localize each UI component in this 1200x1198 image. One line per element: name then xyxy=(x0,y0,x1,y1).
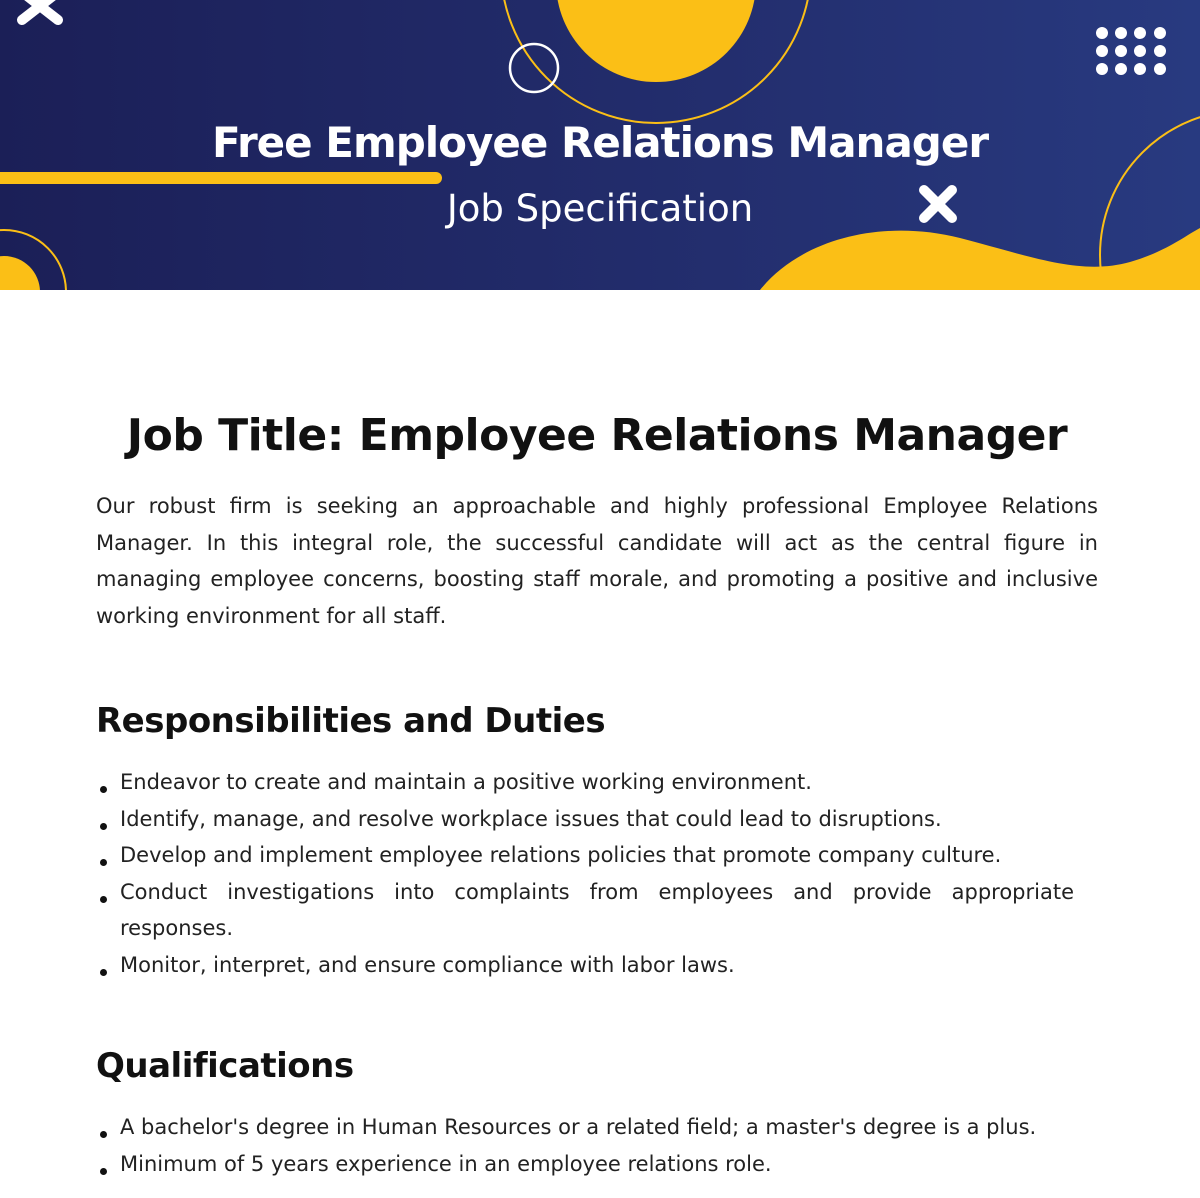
list-item-text: Identify, manage, and resolve workplace issues that could lead to disruptions. xyxy=(120,806,942,831)
list-item-text: Minimum of 5 years experience in an employee relations role. xyxy=(120,1151,772,1176)
bullet-icon xyxy=(100,823,107,830)
list-item xyxy=(96,874,1074,947)
list-item xyxy=(96,837,1074,874)
bullet-icon xyxy=(100,969,107,976)
yellow-circle-bottom-left xyxy=(0,256,40,290)
cross-icon-top-left xyxy=(22,0,58,20)
list-item xyxy=(96,1109,1074,1146)
bullet-icon xyxy=(100,896,107,903)
list-item xyxy=(96,1146,1074,1183)
intro-paragraph: Our robust firm is seeking an approachable and highly professional Employee Relations Manager. In this integral role, the successful candidate will act as the central figure in managing employee concerns, boosting staff morale, and promoting a positive and inclusive working environment for all staff. xyxy=(96,494,1098,628)
list-item-text: Develop and implement employee relations policies that promote company culture. xyxy=(120,843,1002,867)
bullet-icon xyxy=(100,1168,107,1175)
yellow-circle-top xyxy=(556,0,756,82)
yellow-bar xyxy=(0,172,442,184)
responsibilities-list xyxy=(96,764,1074,983)
white-ring-small xyxy=(510,44,558,92)
yellow-wave xyxy=(760,228,1200,290)
list-item-text: Conduct investigations into complaints from employees and provide appropriate responses. xyxy=(120,879,1074,940)
header-banner xyxy=(0,0,1200,290)
qualifications-heading: Qualifications xyxy=(96,1046,354,1086)
document-body xyxy=(96,408,1098,1182)
list-item xyxy=(96,764,1074,801)
bullet-icon xyxy=(100,786,107,793)
responsibilities-heading: Responsibilities and Duties xyxy=(96,701,606,741)
list-item-text: Endeavor to create and maintain a positive working environment. xyxy=(120,770,812,794)
list-item xyxy=(96,947,1074,984)
list-item xyxy=(96,801,1074,838)
dot-grid xyxy=(1096,27,1166,75)
list-item-text: Monitor, interpret, and ensure compliance with labor laws. xyxy=(120,952,735,977)
job-title: Job Title: Employee Relations Manager xyxy=(126,410,1068,461)
banner-subtitle: Job Specification xyxy=(446,187,754,230)
banner-title: Free Employee Relations Manager xyxy=(211,118,989,167)
bullet-icon xyxy=(100,859,107,866)
bullet-icon xyxy=(100,1131,107,1138)
qualifications-list xyxy=(96,1109,1074,1182)
list-item-text: A bachelor's degree in Human Resources or a related field; a master's degree is a plus. xyxy=(120,1115,1037,1139)
